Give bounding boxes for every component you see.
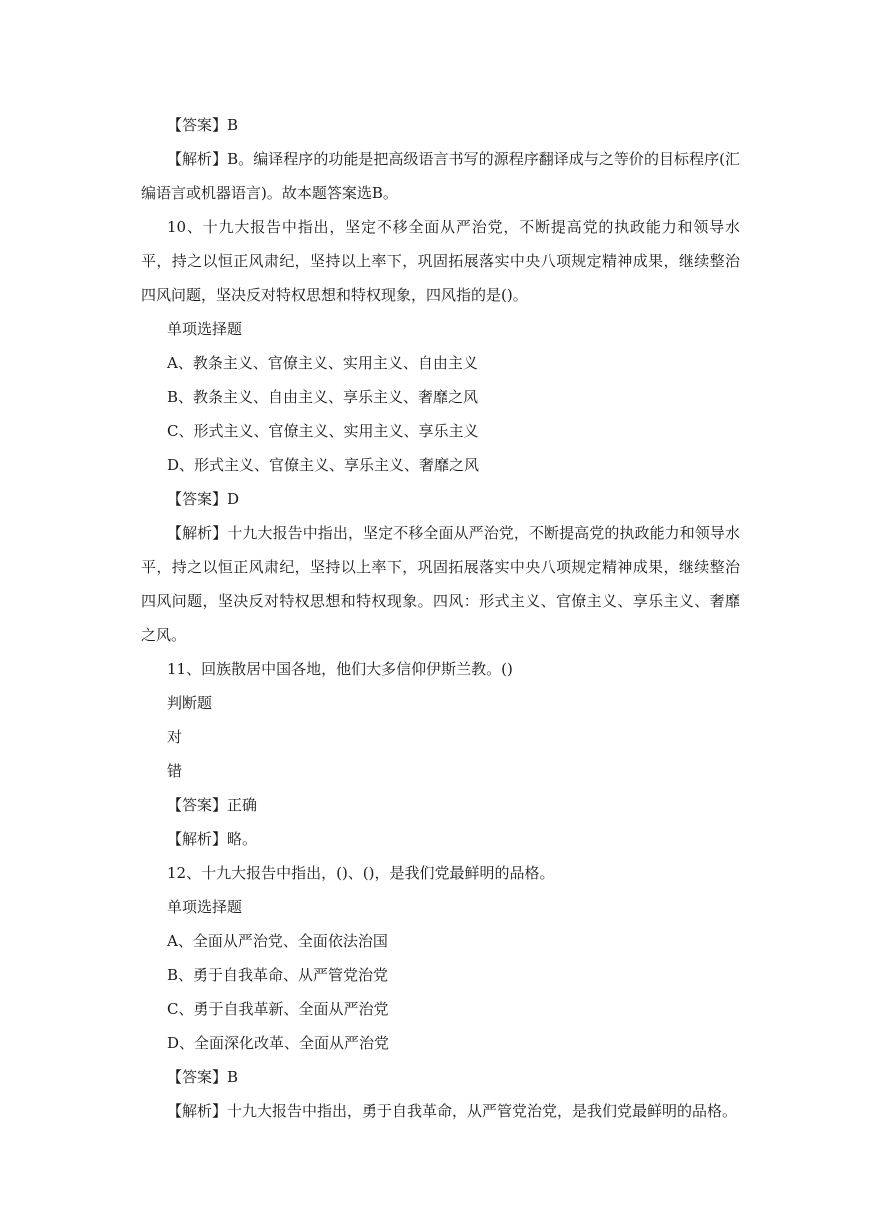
option-c: C、勇于自我革新、全面从严治党 — [167, 1000, 389, 1018]
question-type: 单项选择题 — [167, 898, 243, 916]
answer-line: 【答案】D — [167, 490, 240, 508]
analysis-paragraph: 【解析】略。 — [167, 830, 258, 848]
option-a: A、全面从严治党、全面依法治国 — [167, 932, 388, 950]
option-b: B、教条主义、自由主义、享乐主义、奢靡之风 — [167, 388, 479, 406]
answer-line: 【答案】B — [167, 1068, 239, 1086]
option-b: B、勇于自我革命、从严管党治党 — [167, 966, 389, 984]
document-content — [141, 108, 740, 1128]
question-type: 判断题 — [167, 694, 213, 712]
question-type: 单项选择题 — [167, 320, 243, 338]
option-a: A、教条主义、官僚主义、实用主义、自由主义 — [167, 354, 478, 372]
question-11: 11、回族散居中国各地，他们大多信仰伊斯兰教。() — [167, 660, 513, 678]
option-false: 错 — [167, 762, 183, 780]
analysis-paragraph: 【解析】十九大报告中指出，坚定不移全面从严治党，不断提高党的执政能力和领导水平，持之以恒正风肃纪，坚持以上率下，巩固拓展落实中央八项规定精神成果，继续整治四风问题，坚决反对特权思想和特权现象。四风：形式主义、官僚主义、享乐主义、奢靡之风。 — [141, 524, 740, 644]
option-d: D、全面深化改革、全面从严治党 — [167, 1034, 390, 1052]
answer-line: 【答案】正确 — [167, 796, 258, 814]
analysis-paragraph: 【解析】十九大报告中指出，勇于自我革命，从严管党治党，是我们党最鲜明的品格。 — [167, 1102, 738, 1120]
question-12: 12、十九大报告中指出，()、()，是我们党最鲜明的品格。 — [167, 864, 555, 882]
answer-line: 【答案】B — [167, 116, 239, 134]
option-true: 对 — [167, 728, 183, 746]
option-c: C、形式主义、官僚主义、实用主义、享乐主义 — [167, 422, 479, 440]
question-10: 10、十九大报告中指出，坚定不移全面从严治党，不断提高党的执政能力和领导水平，持之以恒正风肃纪，坚持以上率下，巩固拓展落实中央八项规定精神成果，继续整治四风问题，坚决反对特权思想和特权现象，四风指的是()。 — [141, 218, 740, 304]
analysis-paragraph: 【解析】B。编译程序的功能是把高级语言书写的源程序翻译成与之等价的目标程序(汇编语言或机器语言)。故本题答案选B。 — [141, 150, 740, 202]
option-d: D、形式主义、官僚主义、享乐主义、奢靡之风 — [167, 456, 480, 474]
